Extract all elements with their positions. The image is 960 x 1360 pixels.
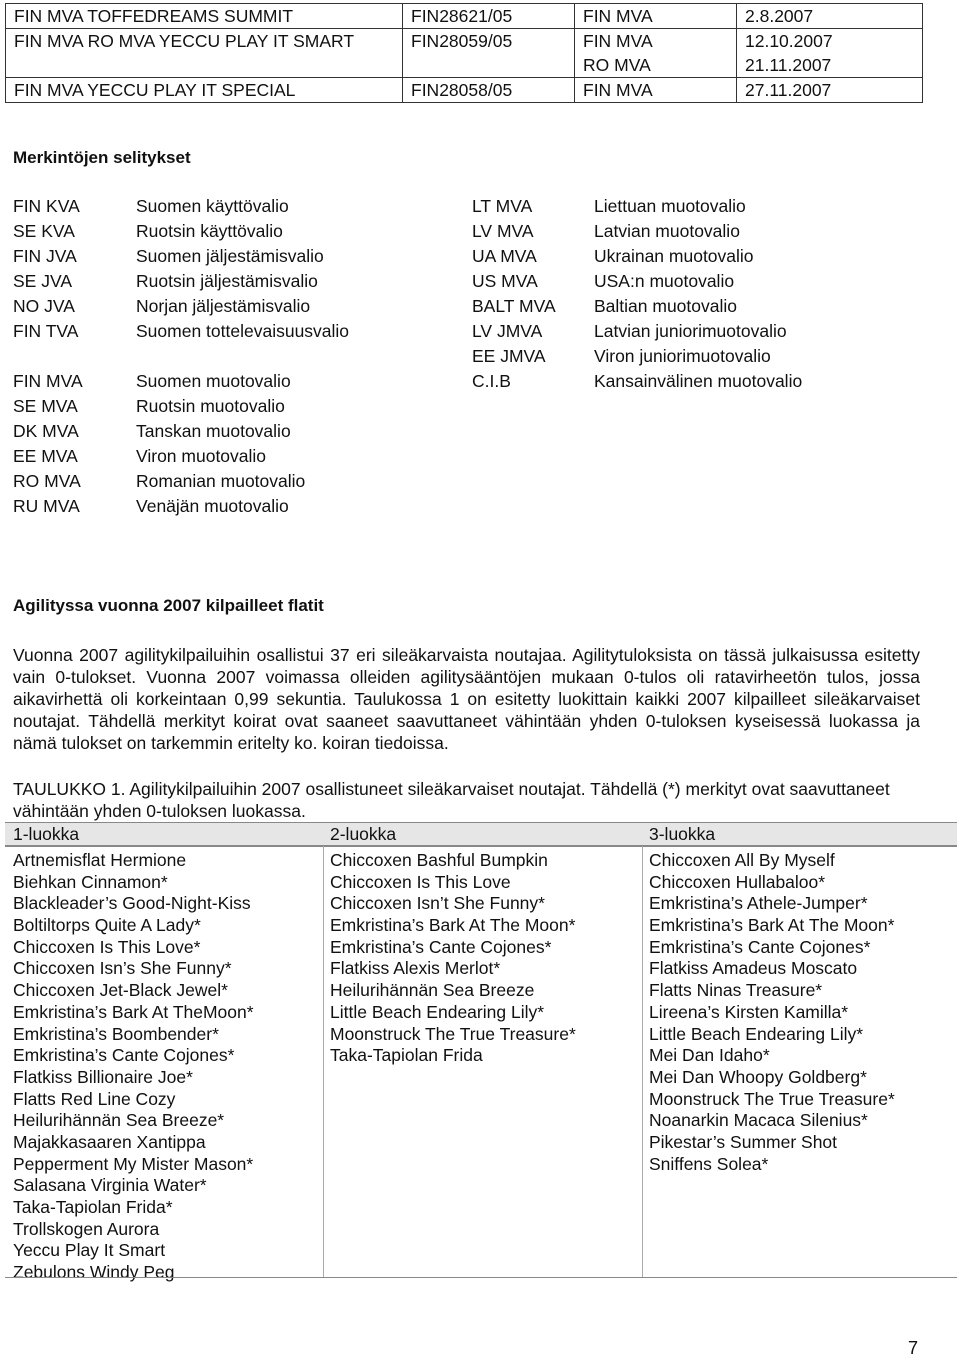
list-item: Chiccoxen Isn’s She Funny* — [13, 958, 232, 979]
class-1-list — [13, 850, 254, 1284]
description: Suomen tottelevaisuusvalio — [136, 321, 350, 341]
table-row — [6, 78, 923, 103]
abbreviation: SE JVA — [13, 271, 73, 291]
class-table — [5, 822, 957, 1283]
list-item: Emkristina’s Cante Cojones* — [649, 936, 871, 957]
description: Ruotsin jäljestämisvalio — [136, 271, 318, 291]
description: Baltian muotovalio — [594, 296, 737, 316]
title: FIN MVA — [583, 31, 653, 51]
table-row — [6, 4, 923, 29]
description: Suomen käyttövalio — [136, 196, 289, 216]
list-item: Majakkasaaren Xantippa — [13, 1131, 206, 1152]
list-item: Mei Dan Idaho* — [649, 1045, 770, 1066]
description: Viron muotovalio — [136, 446, 267, 466]
title: RO MVA — [583, 55, 651, 75]
list-item: Trollskogen Aurora — [13, 1218, 160, 1239]
list-item: Taka-Tapiolan Frida* — [13, 1197, 173, 1217]
date: 27.11.2007 — [737, 78, 923, 103]
titles — [575, 29, 737, 78]
description: Viron juniorimuotovalio — [594, 346, 771, 366]
abbreviation: FIN TVA — [13, 321, 79, 341]
list-item: Flatkiss Alexis Merlot* — [330, 958, 501, 979]
list-item: Taka-Tapiolan Frida — [330, 1045, 483, 1066]
column-header-class-2: 2-luokka — [330, 824, 397, 844]
description: Venäjän muotovalio — [136, 496, 289, 516]
list-item: Flatkiss Billionaire Joe* — [13, 1066, 193, 1087]
description: Ukrainan muotovalio — [594, 246, 754, 266]
abbreviation: LV MVA — [472, 221, 534, 241]
champions-table — [5, 3, 923, 103]
date: 12.10.2007 — [745, 31, 833, 51]
abbreviation: RU MVA — [13, 496, 80, 516]
list-item: Emkristina’s Athele-Jumper* — [649, 893, 868, 914]
table-row — [6, 29, 923, 78]
list-item: Noanarkin Macaca Silenius* — [649, 1110, 868, 1131]
list-item: Little Beach Endearing Lily* — [330, 1001, 545, 1022]
column-header-class-3: 3-luokka — [649, 824, 716, 844]
column-header-class-1: 1-luokka — [13, 824, 80, 844]
description: USA:n muotovalio — [594, 271, 735, 291]
list-item: Flatts Red Line Cozy — [13, 1088, 176, 1109]
table-bottom-rule — [5, 1277, 957, 1278]
table-caption: TAULUKKO 1. Agilitykilpailuihin 2007 osallistuneet sileäkarvaiset noutajat. Tähdellä (*) merkityt ovat saavuttaneet vähintään yhden 0-tuloksen luokassa. — [13, 779, 890, 821]
list-item: Chiccoxen Is This Love — [330, 871, 511, 892]
list-item: Sniffens Solea* — [649, 1153, 769, 1174]
list-item: Emkristina’s Cante Cojones* — [13, 1045, 235, 1066]
list-item: Biehkan Cinnamon* — [13, 871, 168, 892]
list-item: Heilurihännän Sea Breeze* — [13, 1110, 225, 1131]
class-2-list — [330, 850, 576, 1067]
list-item: Emkristina’s Bark At The Moon* — [649, 915, 895, 936]
abbreviation: BALT MVA — [472, 296, 556, 316]
abbreviation: LT MVA — [472, 196, 533, 216]
description: Ruotsin muotovalio — [136, 396, 285, 416]
abbreviation: C.I.B — [472, 371, 511, 391]
abbreviation: SE KVA — [13, 221, 75, 241]
list-item: Zebulons Windy Peg — [13, 1262, 175, 1283]
description: Latvian juniorimuotovalio — [594, 321, 787, 341]
title: FIN MVA — [575, 4, 737, 29]
class-3-list — [649, 850, 895, 1175]
list-item: Artnemisflat Hermione — [13, 850, 187, 870]
paragraph-text: Vuonna 2007 agilitykilpailuihin osallistui 37 eri sileäkarvaista noutajaa. Agilitytuloksista on tässä julkaisussa esitetty vain 0-tulokset. Vuonna 2007 voimassa olleiden agilitysääntöjen mukaan 0-tulos oli ratavirheetön tulos, jossa aikavirhettä oli korkeintaan 0,99 sekuntia. Taulukossa 1 on esitetty luokittain kaikki 2007 kilpailleet sileäkarvaiset noutajat. Tähdellä merkityt koirat ovat saaneet saavuttaneet vähintään yhden 0-tuloksen kyseisessä luokassa ja nämä tulokset on tarkemmin eritelty ko. koiran tiedoissa. — [13, 645, 920, 753]
list-item: Pikestar’s Summer Shot — [649, 1131, 838, 1152]
dog-name: FIN MVA RO MVA YECCU PLAY IT SMART — [6, 29, 403, 78]
abbreviation: EE JMVA — [472, 346, 546, 366]
list-item: Emkristina’s Bark At TheMoon* — [13, 1001, 254, 1022]
list-item: Boltiltorps Quite A Lady* — [13, 915, 201, 936]
list-item: Chiccoxen Hullabaloo* — [649, 871, 826, 892]
list-item: Moonstruck The True Treasure* — [330, 1023, 576, 1044]
description: Liettuan muotovalio — [594, 196, 746, 216]
list-item: Mei Dan Whoopy Goldberg* — [649, 1066, 867, 1087]
registration-number: FIN28058/05 — [403, 78, 575, 103]
list-item: Chiccoxen Isn’t She Funny* — [330, 893, 545, 914]
abbreviation: RO MVA — [13, 471, 81, 491]
list-item: Lireena’s Kirsten Kamilla* — [649, 1001, 849, 1022]
page-number: 7 — [907, 1338, 918, 1358]
list-item: Little Beach Endearing Lily* — [649, 1023, 864, 1044]
legend-title: Merkintöjen selitykset — [13, 148, 191, 167]
list-item: Salasana Virginia Water* — [13, 1175, 207, 1196]
registration-number: FIN28621/05 — [403, 4, 575, 29]
class-table-header — [5, 822, 957, 847]
list-item: Flatts Ninas Treasure* — [649, 980, 823, 1001]
class-columns — [5, 850, 957, 1283]
abbreviation: LV JMVA — [472, 321, 543, 341]
abbreviation: SE MVA — [13, 396, 78, 416]
title: FIN MVA — [575, 78, 737, 103]
abbreviation: DK MVA — [13, 421, 79, 441]
description: Latvian muotovalio — [594, 221, 740, 241]
registration-number: FIN28059/05 — [403, 29, 575, 78]
list-item: Moonstruck The True Treasure* — [649, 1088, 895, 1109]
dog-name: FIN MVA TOFFEDREAMS SUMMIT — [6, 4, 403, 29]
list-item: Chiccoxen Bashful Bumpkin — [330, 850, 548, 870]
abbreviation: UA MVA — [472, 246, 537, 266]
list-item: Emkristina’s Bark At The Moon* — [330, 915, 576, 936]
list-item: Heilurihännän Sea Breeze — [330, 980, 535, 1001]
date: 2.8.2007 — [737, 4, 923, 29]
dog-name: FIN MVA YECCU PLAY IT SPECIAL — [6, 78, 403, 103]
list-item: Blackleader’s Good-Night-Kiss — [13, 893, 251, 914]
description: Kansainvälinen muotovalio — [594, 371, 803, 391]
list-item: Emkristina’s Boombender* — [13, 1023, 219, 1044]
abbreviation: FIN KVA — [13, 196, 80, 216]
description: Tanskan muotovalio — [136, 421, 291, 441]
list-item: Pepperment My Mister Mason* — [13, 1153, 254, 1174]
dates — [737, 29, 923, 78]
list-item: Flatkiss Amadeus Moscato — [649, 958, 858, 979]
list-item: Chiccoxen All By Myself — [649, 850, 835, 870]
description: Suomen jäljestämisvalio — [136, 246, 324, 266]
list-item: Yeccu Play It Smart — [13, 1240, 166, 1261]
description: Romanian muotovalio — [136, 471, 306, 491]
abbreviation: US MVA — [472, 271, 538, 291]
abbreviation: EE MVA — [13, 446, 78, 466]
list-item: Emkristina’s Cante Cojones* — [330, 936, 552, 957]
description: Suomen muotovalio — [136, 371, 291, 391]
abbreviation: NO JVA — [13, 296, 75, 316]
section-title: Agilityssa vuonna 2007 kilpailleet flatit — [13, 596, 324, 615]
list-item: Chiccoxen Is This Love* — [13, 936, 201, 957]
abbreviation: FIN JVA — [13, 246, 77, 266]
list-item: Chiccoxen Jet-Black Jewel* — [13, 980, 228, 1001]
section-paragraph — [13, 644, 920, 754]
date: 21.11.2007 — [745, 55, 832, 75]
abbreviation: FIN MVA — [13, 371, 83, 391]
description: Norjan jäljestämisvalio — [136, 296, 311, 316]
description: Ruotsin käyttövalio — [136, 221, 283, 241]
